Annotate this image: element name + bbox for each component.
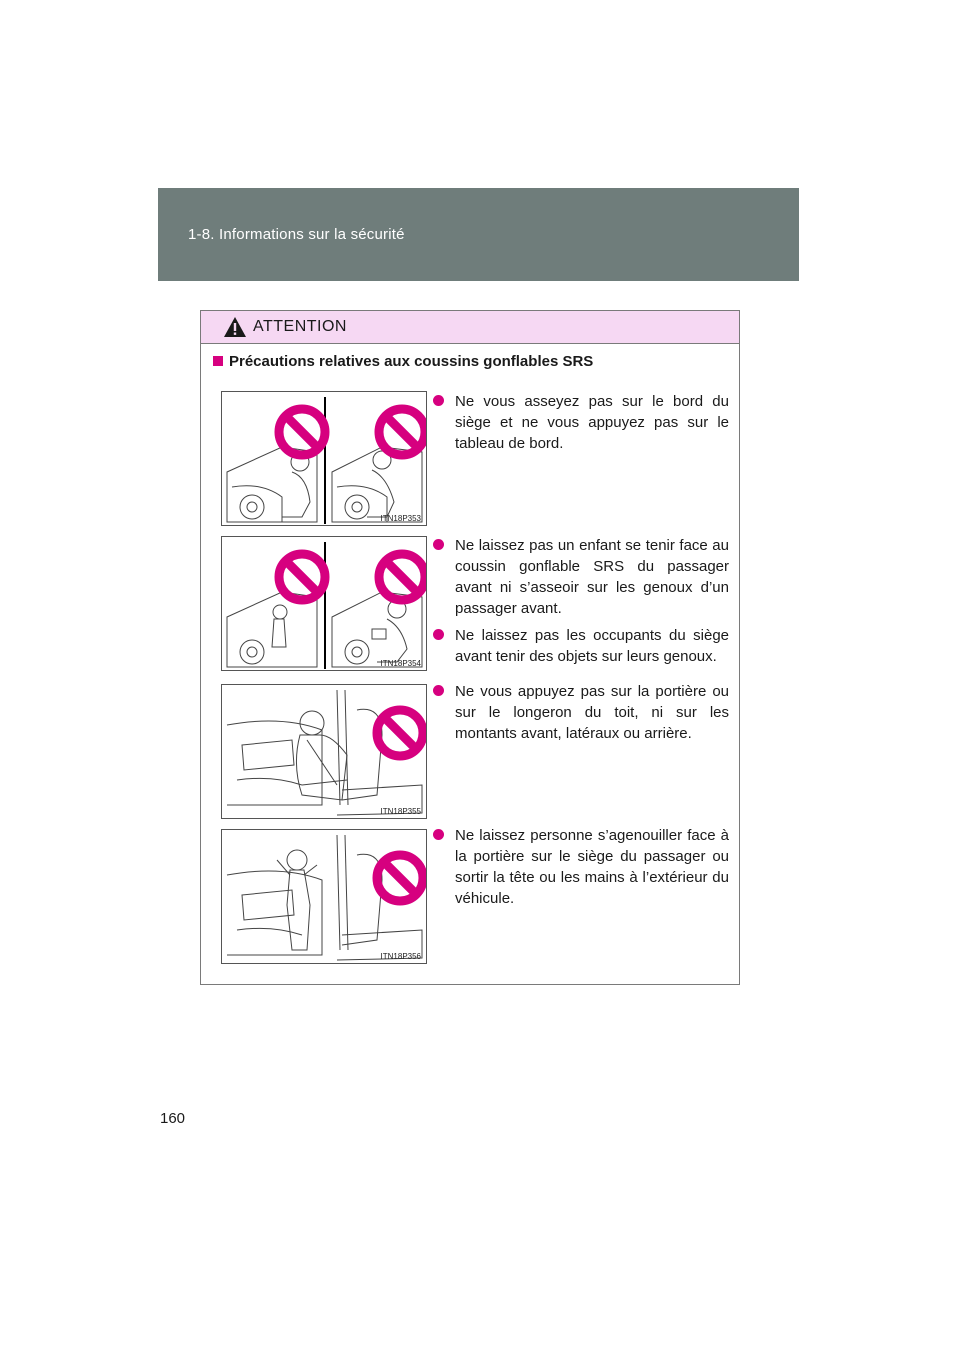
bullet-icon xyxy=(433,629,444,640)
section-header xyxy=(158,188,799,281)
list-item-text: Ne laissez personne s’agenouiller face à la portière sur le siège du passager ou sortir la tête ou les mains à l’extérieur du véhicule. xyxy=(455,827,729,907)
bullet-icon xyxy=(433,539,444,550)
bullet-icon xyxy=(433,829,444,840)
figure-code: ITN18P355 xyxy=(380,807,421,816)
list-item-text: Ne laissez pas un enfant se tenir face au coussin gonflable SRS du passager avant ni s’asseoir sur les genoux d’un passager avant. xyxy=(455,537,729,617)
section-title: 1-8. Informations sur la sécurité xyxy=(188,226,405,243)
list-item xyxy=(433,391,729,454)
figure-1-illustration xyxy=(222,392,426,525)
bullet-icon xyxy=(433,685,444,696)
attention-box xyxy=(200,310,740,985)
attention-header xyxy=(201,311,739,344)
figure-3-illustration xyxy=(222,685,426,818)
figure-4 xyxy=(221,829,427,964)
page-number: 160 xyxy=(160,1110,186,1127)
figure-2 xyxy=(221,536,427,671)
list-item-text: Ne vous appuyez pas sur la portière ou sur le longeron du toit, ni sur les montants avant, latéraux ou arrière. xyxy=(455,683,729,742)
figure-1 xyxy=(221,391,427,526)
list-item xyxy=(433,535,729,619)
list-item-text: Ne vous asseyez pas sur le bord du siège et ne vous appuyez pas sur le tableau de bord. xyxy=(455,393,729,452)
figure-2-illustration xyxy=(222,537,426,670)
square-bullet-icon xyxy=(213,356,223,366)
list-item-text: Ne laissez pas les occupants du siège avant tenir des objets sur leurs genoux. xyxy=(455,627,729,665)
list-item xyxy=(433,681,729,744)
subheading-text: Précautions relatives aux coussins gonflables SRS xyxy=(229,353,594,370)
list-item xyxy=(433,825,729,909)
figure-3 xyxy=(221,684,427,819)
figure-code: ITN18P356 xyxy=(380,952,421,961)
figure-4-illustration xyxy=(222,830,426,963)
attention-title: ATTENTION xyxy=(253,318,347,335)
figure-code: ITN18P353 xyxy=(380,514,421,523)
subheading xyxy=(213,353,593,370)
figure-code: ITN18P354 xyxy=(380,659,421,668)
list-item xyxy=(433,625,729,667)
warning-triangle-icon xyxy=(223,316,247,338)
bullet-icon xyxy=(433,395,444,406)
